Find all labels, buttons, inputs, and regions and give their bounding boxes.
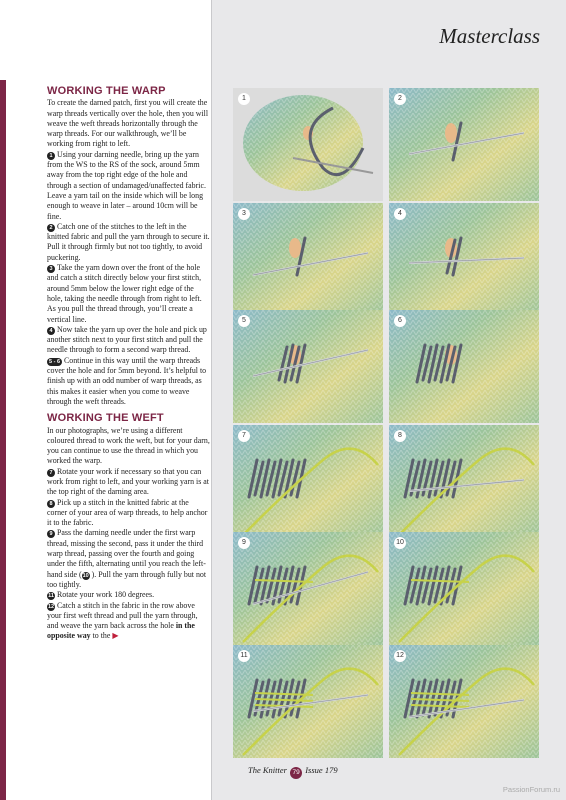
- step-photo-1: [233, 88, 383, 201]
- step-photo-11: [233, 645, 383, 758]
- accent-bar: [0, 80, 6, 800]
- step-ref-badge: 10: [82, 572, 89, 579]
- step-number-badge: 2: [47, 224, 55, 232]
- step-number-badge: 12: [47, 603, 55, 610]
- instruction-column: [47, 86, 210, 642]
- photo-number-badge: 9: [238, 537, 250, 549]
- step-text: Catch one of the stitches to the left in the knitted fabric and pull the yarn through to secure it. Pull it through firmly but not too tightly, to avoid puckering.: [47, 221, 210, 262]
- photo-number-badge: 10: [394, 537, 406, 549]
- step-text: to the: [90, 631, 113, 641]
- step-text: Now take the yarn up over the hole and pick up another stitch next to your first stitch and pull the needle through to form a second warp thread.: [47, 324, 207, 355]
- photo-number-badge: 4: [394, 208, 406, 220]
- photo-number-badge: 8: [394, 430, 406, 442]
- step-photo-8: [389, 425, 539, 538]
- weft-step-7: [47, 467, 210, 498]
- weft-step-8: [47, 498, 210, 529]
- watermark: PassionForum.ru: [502, 785, 560, 794]
- weft-step-9: [47, 528, 210, 590]
- step-text: ). Pull the yarn through fully but not too tightly.: [47, 569, 207, 589]
- photo-number-badge: 5: [238, 315, 250, 327]
- page-footer: [248, 765, 338, 779]
- step-text: Take the yarn down over the front of the hole and catch a stitch directly below your first stitch, around 5mm below the lower right edge of the hole, taking the needle through from right to left. As you pull the thread through, you’ll create a vertical line.: [47, 263, 202, 324]
- page-number-badge: 79: [290, 767, 302, 779]
- issue-number: Issue 179: [305, 765, 338, 775]
- step-number-badge: 8: [47, 500, 55, 508]
- step-text: Rotate your work 180 degrees.: [57, 590, 155, 600]
- warp-heading: WORKING THE WARP: [47, 85, 166, 97]
- warp-intro: To create the darned patch, first you will create the warp threads vertically over the hole, then you will weave the weft threads horizontally through the warp threads. For our walkthrough, we’ll be working from right to left.: [47, 98, 209, 149]
- photo-number-badge: 3: [238, 208, 250, 220]
- section-title: Masterclass: [439, 24, 540, 48]
- continue-arrow-icon: ▶: [112, 631, 119, 641]
- warp-step-5-6: [47, 356, 210, 407]
- step-text: Rotate your work if necessary so that you can work from right to left, and your working yarn is at the top right of the darning area.: [47, 466, 209, 497]
- step-text: Continue in this way until the warp threads cover the hole and for 5mm beyond. It’s helpful to finish up with an odd number of warp threads, as this makes it easier when you come to weave through the weft threads.: [47, 355, 207, 406]
- step-number-badge: 4: [47, 327, 55, 335]
- warp-step-1: [47, 150, 210, 222]
- step-photo-10: [389, 532, 539, 645]
- photo-number-badge: 6: [394, 315, 406, 327]
- step-photo-7: [233, 425, 383, 538]
- warp-step-4: [47, 325, 210, 356]
- step-photo-9: [233, 532, 383, 645]
- photo-number-badge: 2: [394, 93, 406, 105]
- weft-intro: In our photographs, we’re using a different coloured thread to work the weft, but for your darn, you can continue to use the thread in which you worked the warp.: [47, 425, 210, 466]
- photo-number-badge: 11: [238, 650, 250, 662]
- photo-number-badge: 7: [238, 430, 250, 442]
- step-number-badge: 7: [47, 469, 55, 477]
- step-text: Pick up a stitch in the knitted fabric at the corner of your area of warp threads, to help anchor it to the fabric.: [47, 497, 208, 528]
- step-number-badge: 11: [48, 593, 54, 600]
- column-divider: [211, 0, 212, 800]
- step-number-badge: 9: [47, 530, 55, 538]
- step-photo-12: [389, 645, 539, 758]
- photo-number-badge: 12: [394, 650, 406, 662]
- step-photo-2: [389, 88, 539, 201]
- step-text: Catch a stitch in the fabric in the row above your first weft thread and pull the yarn through, and weave the yarn back across the hole: [47, 600, 198, 631]
- step-photo-4: [389, 203, 539, 316]
- photo-number-badge: 1: [238, 93, 250, 105]
- step-number-badge: 5 - 6: [49, 358, 61, 365]
- step-text: Using your darning needle, bring up the yarn from the WS to the RS of the sock, around 5mm away from the top right edge of the hole and through a section of undamaged/unaffected fabric. Leave a yarn tail on the inside which will be long enough to weave in later – around 10cm will be fine.: [47, 149, 206, 221]
- step-number-badge: 1: [47, 152, 55, 160]
- weft-step-12: [47, 601, 210, 642]
- weft-step-11: [47, 590, 210, 600]
- top-margin: [0, 0, 211, 60]
- step-photo-3: [233, 203, 383, 316]
- weft-heading: WORKING THE WEFT: [47, 412, 164, 425]
- magazine-name: The Knitter: [248, 765, 287, 775]
- step-emphasis: in the opposite way: [47, 621, 195, 641]
- step-photo-6: [389, 310, 539, 423]
- step-text: Pass the darning needle under the first warp thread, missing the second, pass it under the third warp thread, passing over the fourth and going under the fifth, alternating until you reach the left-hand side (: [47, 528, 206, 579]
- step-number-badge: 3: [47, 265, 55, 273]
- warp-step-2: [47, 222, 210, 263]
- warp-step-3: [47, 263, 210, 325]
- step-photo-5: [233, 310, 383, 423]
